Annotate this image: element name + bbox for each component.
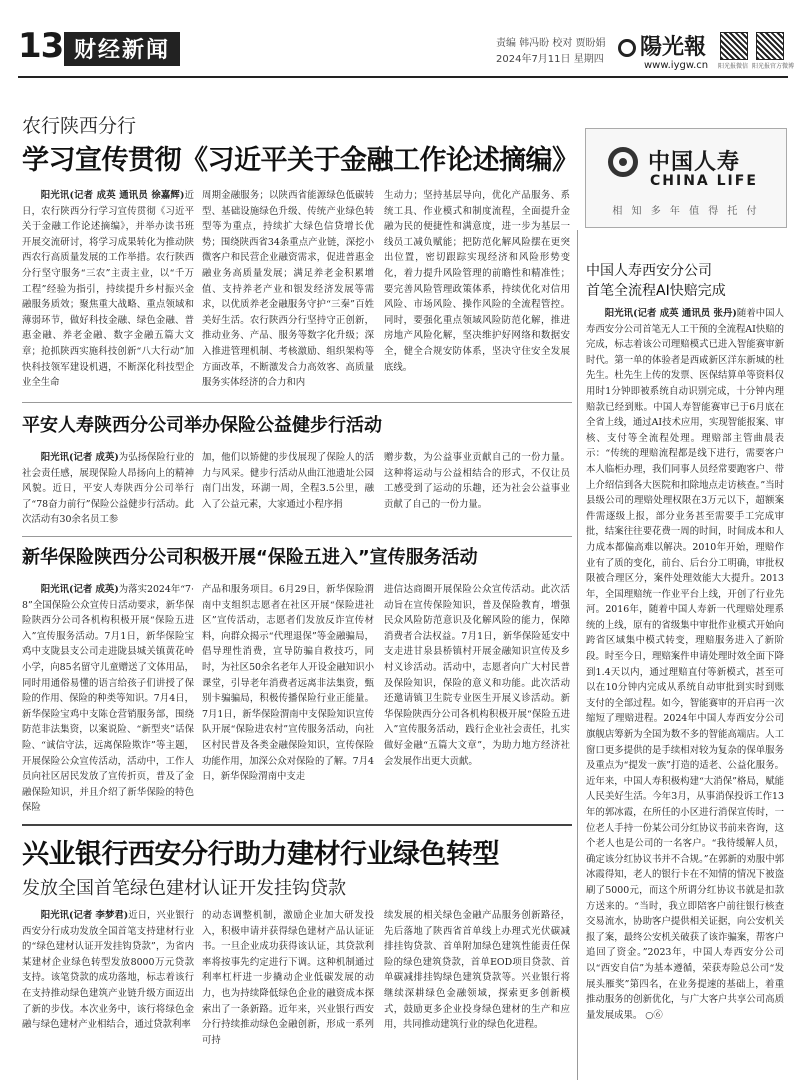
article5-title-line1: 中国人寿西安分公司 xyxy=(586,263,712,279)
article5-byline: 阳光讯(记者 成英 通讯员 张丹) xyxy=(604,308,737,319)
section-title: 财经新闻 xyxy=(64,32,180,66)
article1-kicker: 农行陕西分行 xyxy=(22,115,137,137)
masthead-rule xyxy=(18,76,788,78)
article3-byline: 阳光讯(记者 成英) xyxy=(40,584,119,595)
article4-headline: 兴业银行西安分行助力建材行业绿色转型 xyxy=(22,839,499,870)
article2-col2: 加，他们以矫健的步伐展现了保险人的活力与风采。健步行活动从曲江池遗址公园南门出发，环湖一周，全程3.5公里，融入了公益元素，大家通过小程序捐 xyxy=(202,452,374,510)
divider xyxy=(22,824,572,826)
article3-col3: 进信达商圈开展保险公众宣传活动。此次活动旨在宣传保险知识，普及保险教育，增强民众风险防范意识及化解风险的能力，保障消费者合法权益。7月1日，新华保险延安中支走进甘泉县桥镇村开展金融知识宣传及乡村义诊活动。活动中，志愿者向广大村民普及保险知识，保险的意义和功能。此次活动还邀请镇卫生院专业医生开展义诊活动。新华保险陕西分公司各机构积极开展“保险五进入”宣传服务活动，践行企业社会责任，扎实做好金融“五篇大文章”，为助力地方经济社会发展作出更大贡献。 xyxy=(384,584,570,767)
article3-headline: 新华保险陕西分公司积极开展“保险五进入”宣传服务活动 xyxy=(22,547,478,568)
ad-brand-en: CHINA LIFE xyxy=(650,173,758,189)
editors-line: 责编 韩冯盼 校对 贾盼娟 xyxy=(496,38,606,49)
article1-col3: 生动力；坚持基层导向，优化产品服务、系统工具、作业模式和制度流程，全面提升金融为民的便捷性和满意度，进一步为基层一线员工减负赋能；把防范化解风险摆在更突出位置，密切跟踪实现经济和风险形势变化，着力提升风险管理的前瞻性和精准性；要完善风险管理政策体系，持续优化对信用风险、市场风险、操作风险的全流程管控。同时，要强化重点领域风险防范化解，推进房地产风险化解，坚决维护好网络和数据安全，健全合规安防体系，坚决守住安全发展底线。 xyxy=(384,190,570,373)
article2-byline: 阳光讯(记者 成英) xyxy=(40,452,119,463)
article4-subhead: 发放全国首笔绿色建材认证开发挂钩贷款 xyxy=(22,878,346,899)
ad-slogan: 相 知 多 年 值 得 托 付 xyxy=(612,206,760,217)
article4-col1: 阳光讯(记者 李梦君)近日，兴业银行西安分行成功发放全国首笔支持建材行业的“绿色建材认证开发挂钩贷款”，为省内某建材企业绿色转型发放8000万元贷款支持。该笔贷款的成功落地，标志着该行在支持推动绿色建筑产业链升级方面迈出了新的步伐。本次业务中，该行将绿色金融与绿色建材产业相结合，通过贷款利率 xyxy=(22,910,194,1031)
china-life-ad[interactable] xyxy=(585,128,787,228)
article1-headline: 学习宣传贯彻《习近平关于金融工作论述摘编》 xyxy=(22,145,579,176)
article5-body: 阳光讯(记者 成英 通讯员 张丹)随着中国人寿西安分公司首笔无人工干预的全流程AI快赔的完成，标志着该公司理赔模式已进入智能赛审新时代。第一单的体验者是西咸新区洋东新城的杜先生。杜先生上传的发票、医保结算单等资料仅用时1分钟即被系统自动识别完成，十分钟内理赔款已经到账。中国人寿智能赛审已于6月底在全省上线，通过AI技术应用，实现智能报案、审核、支付等全流程处理。理赔部主管曲晨表示：“传统的理赔流程都是线下进行，需要客户本人临柜办理，我们同事人员经常要跑客户、带上介绍信到各大医院和扣除地点走访核查。”当时县级公司的理赔处理权限在3万元以下，超额案件需逐级上报，部分业务甚至需要手工完成审批，结案往往要花费一周的时间，时间成本和人力成本都偏高难以解决。2010年开始，理赔作业有了质的变化，前台、后台分工明确，审批权限被合理区分，案件处理效能大大提升。2013年，全国理赔统一作业平台上线，开创了行业先河。2016年，随着中国人寿新一代理赔处理系统的上线，原有的省级集中审批作业模式开始向跨省区域集中模式转变，理赔服务进入了新阶段。时至今日，理赔案件申请处理时效全面下降到1.4天以内，通过理赔直付等新模式，甚至可以在10分钟内完成从系统自动审批到实时到账支付的全部过程。如今，智能赛审的开启再一次缩短了理赔进程。2024年中国人寿西安分公司旗舰店筹新为全国为数不多的智能高端店。人工窗口更多提供的是手续相对较为复杂的保单服务及重点为“提发一族”打造的适老、公益化服务。近年来，中国人寿积极构建“大消保”格局，赋能人民美好生活。今年3月，从事消保投诉工作13年的郭冰霞，在所任的小区进行消保宣传时，一位老人手持一份某公司分红协议书前来咨询，这个老人也是公司的一名客户。“我待缓解人员，确定该分红协议书并不合规。”在郭新的劝服中郭冰霞得知，老人的银行卡在不知情的情况下被盗刷了5000元，而这个所谓分红协议书就是扣款方送来的。“当时，我立即陪客户前往银行核查交易流水，协助客户提供相关证据，向公安机关报了案，最终公安机关破获了该诈骗案，帮客户追回了资金。”2023年，中国人寿西安分公司以“西安自信”为基本遵循，荣获寿险总公司“发展头雁奖”第四名，在业务提速的基础上，着重推动服务的创新优化，与广大客户共享公司高质量发展成果。 ○⑥ xyxy=(586,308,784,1021)
masthead xyxy=(18,26,795,71)
article1-col1: 阳光讯(记者 成英 通讯员 徐嘉辉)近日，农行陕西分行学习宣传贯彻《习近平关于金融工作论述摘编》，并举办读书班开展交流研讨，将学习成果转化为推动陕西农行高质量发展的工作举措。农行陕西分行坚守服务“三农”主责主业，以“千万工程”经验为指引，持续提升乡村振兴金融服务质效；聚焦重大战略、重点领域和薄弱环节，做好科技金融、绿色金融、普惠金融、养老金融、数字金融五篇大文章；抢抓陕西实施科技创新“八大行动”加快科技领军建设机遇，不断深化科技型企业全生命 xyxy=(22,190,194,389)
article2-col3: 赠步数，为公益事业贡献自己的一份力量。这种将运动与公益相结合的形式，不仅让员工感受到了运动的乐趣，还为社会公益事业贡献了自己的一份力量。 xyxy=(384,452,570,510)
sun-icon xyxy=(618,39,636,57)
article5-title-line2: 首笔全流程AI快赔完成 xyxy=(586,283,726,299)
end-mark: ○⑥ xyxy=(645,1009,663,1021)
article4-col3: 续发展的相关绿色金融产品服务创新路径，先后落地了陕西省首单线上办理式光伏碳减排挂钩贷款、首单附加绿色建筑性能责任保险的绿色建筑贷款，首单EOD项目贷款、首单碳减排挂钩绿色建筑贷款等。兴业银行将继续深耕绿色金融领域，探索更多创新模式，鼓励更多企业投身绿色建材的生产和应用，共同推动建筑行业的绿色化进程。 xyxy=(384,910,570,1031)
column-rule xyxy=(577,230,578,1080)
article3-col2: 产品和服务项目。6月29日，新华保险渭南中支组织志愿者在社区开展“保险进社区”宣传活动，志愿者们发放反诈宣传材料，向群众揭示“代理退保”等金融骗局，倡导理性消费，宣导防骗自救技巧，同时，为社区50余名老年人开设金融知识小课堂，引导老年消费者远离非法集资，甄别卡骗骗局，积极传播保险行业正能量。7月1日，新华保险渭南中支保险知识宣传队开展“保险进农村”宣传服务活动，向社区村民普及各类金融保险知识，宣传保险功能作用，加深公众对保险的了解。7月4日，新华保险渭南中支走 xyxy=(202,584,374,783)
divider xyxy=(22,402,572,403)
qr-caption-weibo: 阳光报官方微博 xyxy=(752,63,795,70)
qr-caption-wechat: 阳光报微信 xyxy=(718,63,749,70)
qr-code-icon[interactable] xyxy=(720,32,748,60)
website-url[interactable]: www.iygw.cn xyxy=(644,60,709,71)
china-life-logo-icon xyxy=(608,147,638,177)
divider xyxy=(22,536,572,537)
article3-col1: 阳光讯(记者 成英)为落实2024年“7·8”全国保险公众宣传日活动要求，新华保险陕西分公司各机构积极开展“保险五进入”宣传服务活动。7月1日，新华保险宝鸡中支陇县支公司走进陇县城关镇黄花岭小学，向85名留守儿童赠送了文体用品，同时用通俗易懂的语言给孩子们讲授了保险的作用、保险的种类等知识。7月4日，新华保险宝鸡中支陈仓营销服务部，围绕防范非法集资，以案说险、“新型夹”话保险、“诚信守法，远离保险欺诈”等主题，开展保险公众宣传活动，活动中，工作人员向社区居民发放了宣传折页，普及了金融保险知识，并且介绍了新华保险的特色保险 xyxy=(22,584,194,814)
article4-col2: 的动态调整机制，激励企业加大研发投入，积极申请并获得绿色建材产品认证证书。一旦企业成功获得该认证，其贷款利率将按事先约定进行下调。这种机制通过利率杠杆进一步撬动企业低碳发展的动力，也为持续降低绿色企业的融资成本探索出了一条新路。近年来，兴业银行西安分行持续推动绿色金融创新，形成一系列可持 xyxy=(202,910,374,1046)
issue-date: 2024年7月11日 星期四 xyxy=(496,54,604,65)
newspaper-logo: 陽光報 xyxy=(618,30,706,61)
page-number: 13 xyxy=(18,26,64,66)
article1-col2: 周期金融服务；以陕西省能源绿色低碳转型、基础设施绿色升级、传统产业绿色转型等为重点，持续扩大绿色信贷增长优势；围绕陕西省34条重点产业链，深挖小微客户和民营企业融资需求，促进普惠金融业务高质量发展；满足养老金积累增值、支持养老产业和银发经济发展等需求，以优质养老金融服务守护“三秦”百姓美好生活。农行陕西分行坚持守正创新，推动业务、产品、服务等数字化升级；深入推进管理机制、考核激励、组织架构等方面改革，不断激发合力高效客、高质量服务实体经济的合力和内 xyxy=(202,190,374,389)
qr-code-icon[interactable] xyxy=(756,32,784,60)
article2-col1: 阳光讯(记者 成英)为弘扬保险行业的社会责任感，展现保险人昂扬向上的精神风貌。近日，平安人寿陕西分公司举行了“78奋力前行”保险公益健步行活动。此次活动有30余名员工参 xyxy=(22,452,194,526)
article4-byline: 阳光讯(记者 李梦君) xyxy=(40,910,129,921)
article2-headline: 平安人寿陕西分公司举办保险公益健步行活动 xyxy=(22,415,382,436)
ad-brand-cn: 中国人寿 xyxy=(648,150,741,175)
article1-byline: 阳光讯(记者 成英 通讯员 徐嘉辉) xyxy=(40,190,185,201)
